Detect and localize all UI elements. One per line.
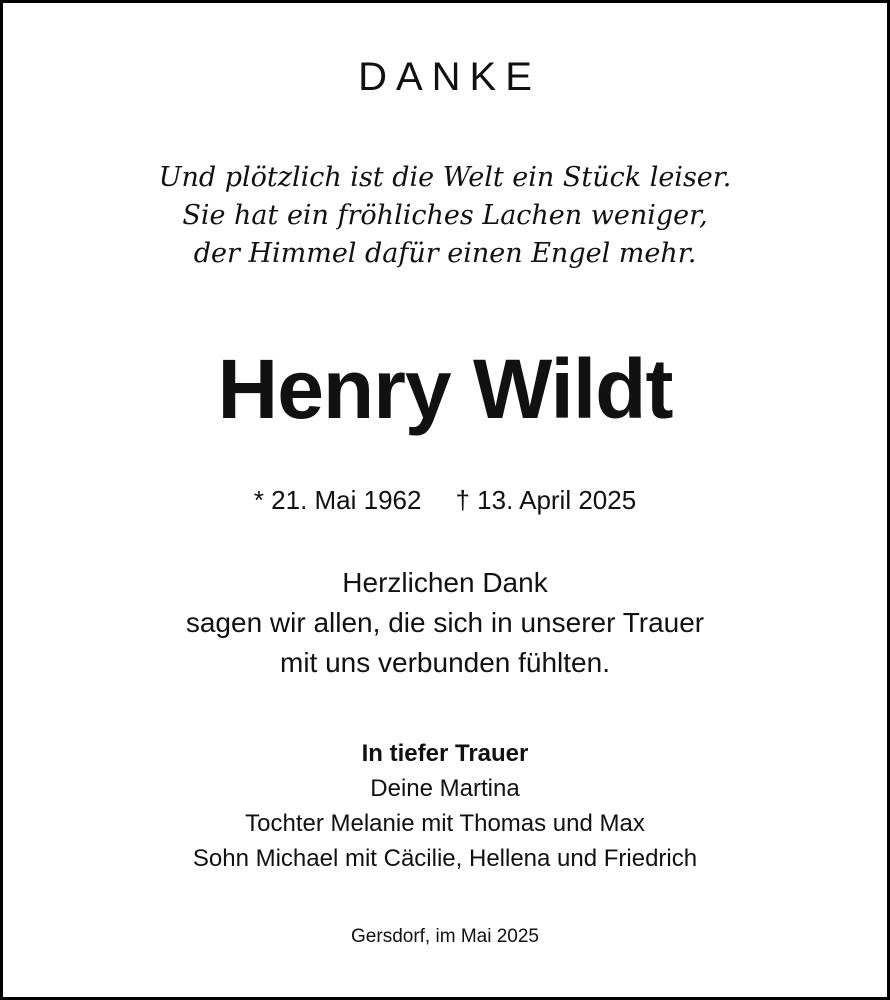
deceased-name: Henry Wildt [217,342,673,436]
quote-line: Und plötzlich ist die Welt ein Stück leiser. [158,162,732,193]
mourner-line: Sohn Michael mit Cäcilie, Hellena und Friedrich [192,845,698,872]
mourner-line: Tochter Melanie mit Thomas und Max [245,810,645,837]
thanks-line: mit uns verbunden fühlten. [280,647,610,678]
place-and-date: Gersdorf, im Mai 2025 [351,926,539,947]
quote-line: der Himmel dafür einen Engel mehr. [193,238,697,269]
birth-date: * 21. Mai 1962 [253,485,422,515]
quote-line: Sie hat ein fröhliches Lachen weniger, [182,200,708,231]
death-date: † 13. April 2025 [455,485,637,515]
memorial-quote [3,159,887,273]
mourners-list [3,736,887,876]
thanks-line: Herzlichen Dank [342,567,548,598]
thanks-message [3,563,887,683]
life-dates [3,483,887,517]
mourners-heading: In tiefer Trauer [361,740,529,767]
thanks-line: sagen wir allen, die sich in unserer Trauer [185,607,705,638]
mourner-line: Deine Martina [370,775,520,802]
notice-heading: DANKE [358,55,541,99]
